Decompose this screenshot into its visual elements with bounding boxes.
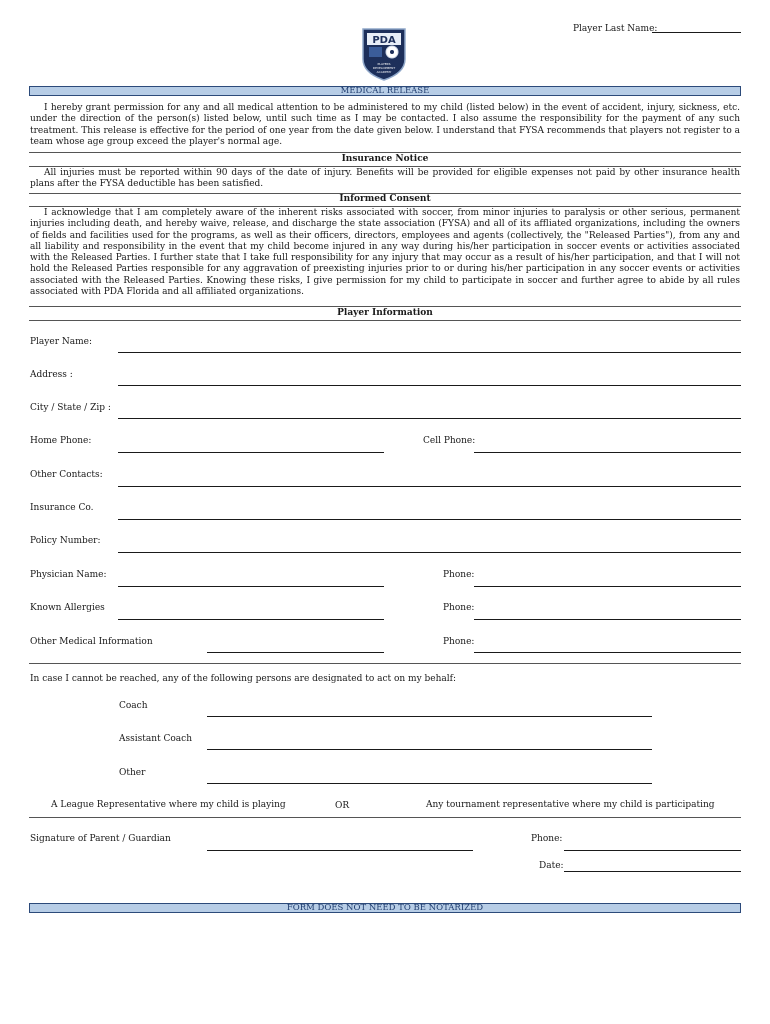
tournament-rep-text: Any tournament representative where my child is participating: [426, 800, 715, 810]
notarized-notice: FORM DOES NOT NEED TO BE NOTARIZED: [29, 903, 741, 913]
informed-consent-text: I acknowledge that I am completely aware of the inherent risks associated with soccer, from minor injuries to paralysis or other serious, permanent injuries including death, and hereby waive, release, and discharge the state association (FYSA) and all of its affliated organizations, including the owners of fields and facilities used for the programs, as well as their officers, directors, employees and agents (collectively, the "Released Parties"), from any and all liability and responsibility in the event that my child become injured in any way during his/her participation in soccer events or activities associated with the Released Parties. I further state that I take full responsibility for any injury that may occur as a result of his/her participation, and that I will not hold the Released Parties responsible for any aggravation of preexisting injuries prior to or during his/her participation in any soccer events or activities associated with the Released Parties. Knowing these risks, I give permission for my child to participate in soccer and further agree to abide by all rules associated with PDA Florida and all affiliated organizations.: [30, 208, 740, 298]
player-name-label: Player Name:: [30, 337, 93, 347]
date-label: Date:: [539, 861, 564, 871]
insurance-notice-text: All injuries must be reported within 90 days of the date of injury. Benefits will be provided for eligible expenses not paid by other insurance health plans after the FYSA deductible has been satisfied.: [30, 168, 740, 190]
player-last-name-label: Player Last Name:: [573, 24, 658, 34]
logo-text: PDA: [372, 35, 396, 46]
informed-consent-title: Informed Consent: [339, 194, 431, 204]
known-allergies-label: Known Allergies: [30, 603, 105, 613]
signature-label: Signature of Parent / Guardian: [30, 834, 171, 844]
city-state-zip-label: City / State / Zip :: [30, 403, 111, 413]
other-medical-label: Other Medical Information: [30, 637, 153, 647]
signature-phone-label: Phone:: [531, 834, 563, 844]
allergies-phone-field[interactable]: [474, 619, 741, 620]
physician-name-label: Physician Name:: [30, 570, 107, 580]
pda-logo: [360, 25, 408, 81]
physician-phone-field[interactable]: [474, 586, 741, 587]
league-rep-text: A League Representative where my child is playing: [51, 800, 286, 810]
divider: [29, 817, 741, 818]
assistant-coach-field[interactable]: [207, 749, 652, 750]
svg-text:ACADEMY: ACADEMY: [376, 70, 392, 74]
insurance-co-field[interactable]: [118, 519, 741, 520]
address-field[interactable]: [118, 385, 741, 386]
other-medical-phone-field[interactable]: [474, 652, 741, 653]
other-contacts-field[interactable]: [118, 486, 741, 487]
policy-number-label: Policy Number:: [30, 536, 101, 546]
divider: [29, 663, 741, 664]
divider: [29, 166, 741, 167]
other-medical-field[interactable]: [207, 652, 384, 653]
home-phone-field[interactable]: [118, 452, 384, 453]
medical-release-title: MEDICAL RELEASE: [29, 86, 741, 96]
other-designee-field[interactable]: [207, 783, 652, 784]
player-name-field[interactable]: [118, 352, 741, 353]
player-information-title: Player Information: [337, 308, 433, 318]
signature-phone-field[interactable]: [564, 850, 741, 851]
address-label: Address :: [30, 370, 73, 380]
svg-text:DEVELOPMENT: DEVELOPMENT: [372, 66, 396, 70]
svg-text:PLAYERS: PLAYERS: [377, 62, 391, 66]
allergies-phone-label: Phone:: [443, 603, 475, 613]
city-state-zip-field[interactable]: [118, 418, 741, 419]
player-last-name-field[interactable]: [652, 32, 741, 33]
assistant-coach-label: Assistant Coach: [119, 734, 192, 744]
other-designee-label: Other: [119, 768, 146, 778]
date-field[interactable]: [564, 871, 741, 872]
insurance-notice-title: Insurance Notice: [341, 154, 429, 164]
coach-field[interactable]: [207, 716, 652, 717]
insurance-co-label: Insurance Co.: [30, 503, 94, 513]
cell-phone-field[interactable]: [474, 452, 741, 453]
divider: [29, 320, 741, 321]
divider: [29, 206, 741, 207]
signature-field[interactable]: [207, 850, 473, 851]
designees-intro: In case I cannot be reached, any of the following persons are designated to act on my behalf:: [30, 674, 457, 684]
pda-shield-icon: [360, 25, 408, 81]
physician-phone-label: Phone:: [443, 570, 475, 580]
or-text: OR: [335, 801, 350, 811]
medical-release-text: I hereby grant permission for any and all medical attention to be administered to my child (listed below) in the event of accident, injury, sickness, etc. under the direction of the person(s) listed below, until such time as I may be contacted. I also assume the responsibility for the payment of any such treatment. This release is effective for the period of one year from the date given below. I understand that FYSA recommends that players not register to a team whose age group exceed the player's normal age.: [30, 103, 740, 147]
physician-name-field[interactable]: [118, 586, 384, 587]
other-medical-phone-label: Phone:: [443, 637, 475, 647]
other-contacts-label: Other Contacts:: [30, 470, 103, 480]
known-allergies-field[interactable]: [118, 619, 384, 620]
cell-phone-label: Cell Phone:: [423, 436, 476, 446]
home-phone-label: Home Phone:: [30, 436, 92, 446]
coach-label: Coach: [119, 701, 148, 711]
divider: [29, 306, 741, 307]
divider: [29, 152, 741, 153]
policy-number-field[interactable]: [118, 552, 741, 553]
